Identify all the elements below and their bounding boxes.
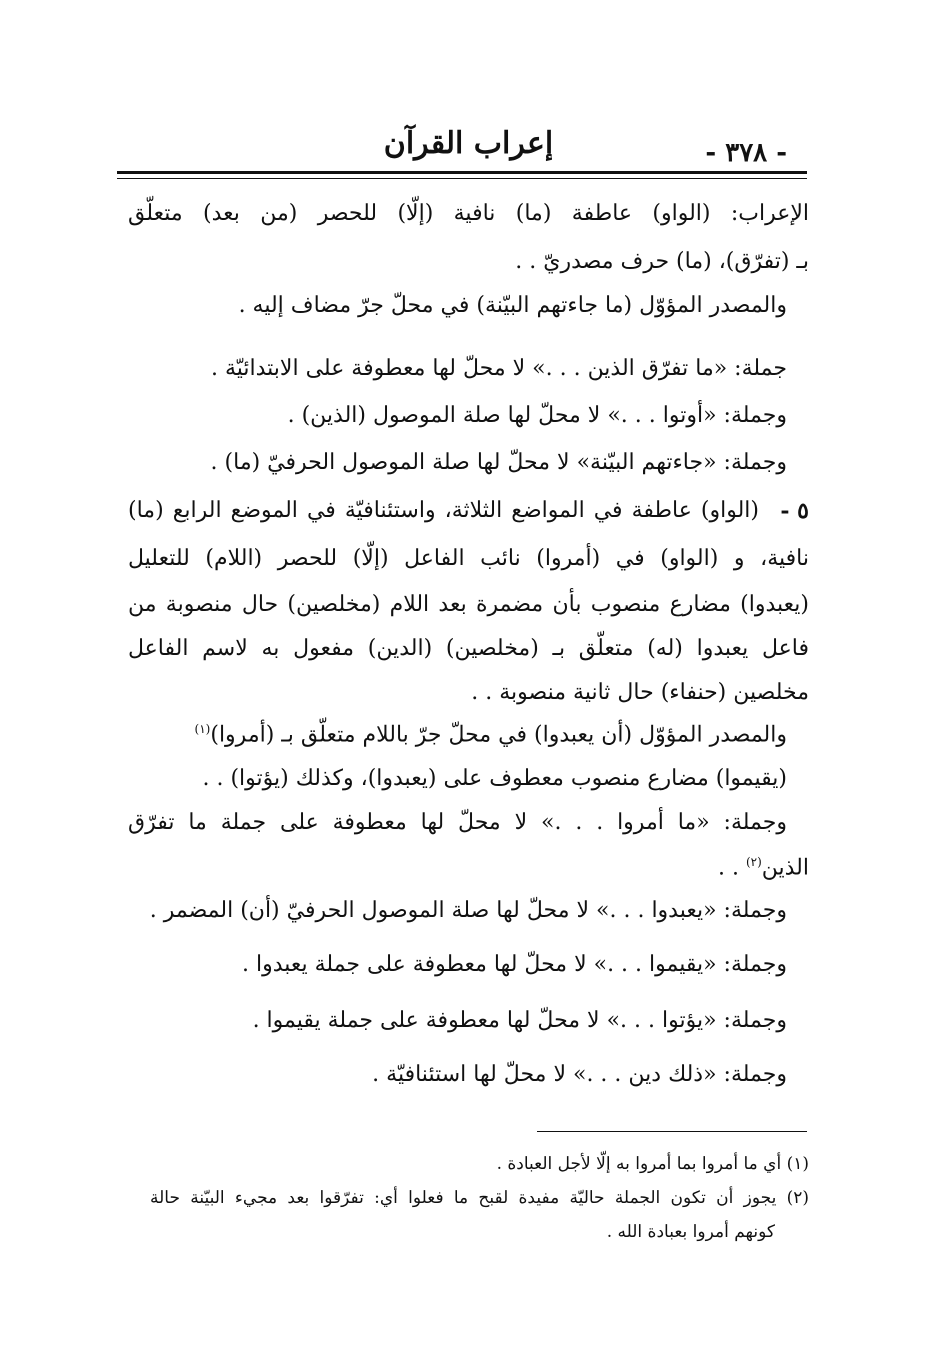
footnote-continuation: كونهم أمروا بعبادة الله . [606,1222,775,1242]
body-line: الذين$^{(٢)}$ . . [717,855,809,881]
page-number: - ٣٧٨ - [705,138,787,168]
body-line: (الواو) عاطفة في المواضع الثلاثة، واستئنافيّة في الموضع الرابع (ما) [128,498,759,523]
body-line: (يعبدوا) مضارع منصوب بأن مضمرة بعد اللام (مخلصين) حال منصوبة من [128,592,809,617]
body-line: والمصدر المؤوّل (أن يعبدوا) في محلّ جرّ باللام متعلّق بـ (أمروا)$^{(١)}$ [194,722,787,748]
body-line: وجملة: «يقيموا . . .» لا محلّ لها معطوفة على جملة يعبدوا . [242,952,787,977]
section-number: ٥ - [780,498,809,524]
body-line: الإعراب: (الواو) عاطفة (ما) نافية (إلّا) للحصر (من بعد) متعلّق [128,201,809,226]
header-rule [117,171,807,174]
body-line: نافية، و (الواو) في (أمروا) نائب الفاعل (إلّا) للحصر (اللام) للتعليل [128,546,809,571]
body-line: وجملة: «ذلك دين . . .» لا محلّ لها استئنافيّة . [372,1062,787,1087]
footnote: (١) أي ما أمروا بما أمروا به إلّا لأجل العبادة . [496,1154,809,1174]
body-line: وجملة: «أوتوا . . .» لا محلّ لها صلة الموصول (الذين) . [287,403,787,428]
body-line: (يقيموا) مضارع منصوب معطوف على (يعبدوا)، وكذلك (يؤتوا) . . [202,766,787,791]
body-line: وجملة: «جاءتهم البيّنة» لا محلّ لها صلة الموصول الحرفيّ (ما) . [210,450,787,475]
header-rule-thin [117,178,807,179]
body-line: فاعل يعبدوا (له) متعلّق بـ (مخلصين) (الدين) مفعول به لاسم الفاعل [128,636,809,661]
body-line: بـ (تفرّق)، (ما) حرف مصدريّ . . [515,249,809,274]
body-line: وجملة: «يعبدوا . . .» لا محلّ لها صلة الموصول الحرفيّ (أن) المضمر . [149,898,787,923]
footnote-separator [537,1131,807,1132]
footnote-ref: (١) [194,722,211,736]
body-line: والمصدر المؤوّل (ما جاءتهم البيّنة) في محلّ جرّ مضاف إليه . [238,293,787,318]
footnote-ref: (٢) [745,855,762,869]
running-title: إعراب القرآن [383,126,554,161]
body-line: مخلصين (حنفاء) حال ثانية منصوبة . . [471,680,809,705]
body-line: جملة: «ما تفرّق الذين . . .» لا محلّ لها معطوفة على الابتدائيّة . [210,356,787,381]
footnote: (٢) يجوز أن تكون الجملة حاليّة مفيدة لقبح ما فعلوا أي: تفرّقوا بعد مجيء البيّنة حالة [150,1188,809,1208]
body-line: وجملة: «ما أمروا . . .» لا محلّ لها معطوفة على جملة ما تفرّق [128,810,787,835]
body-line: وجملة: «يؤتوا . . .» لا محلّ لها معطوفة على جملة يقيموا . [252,1008,787,1033]
